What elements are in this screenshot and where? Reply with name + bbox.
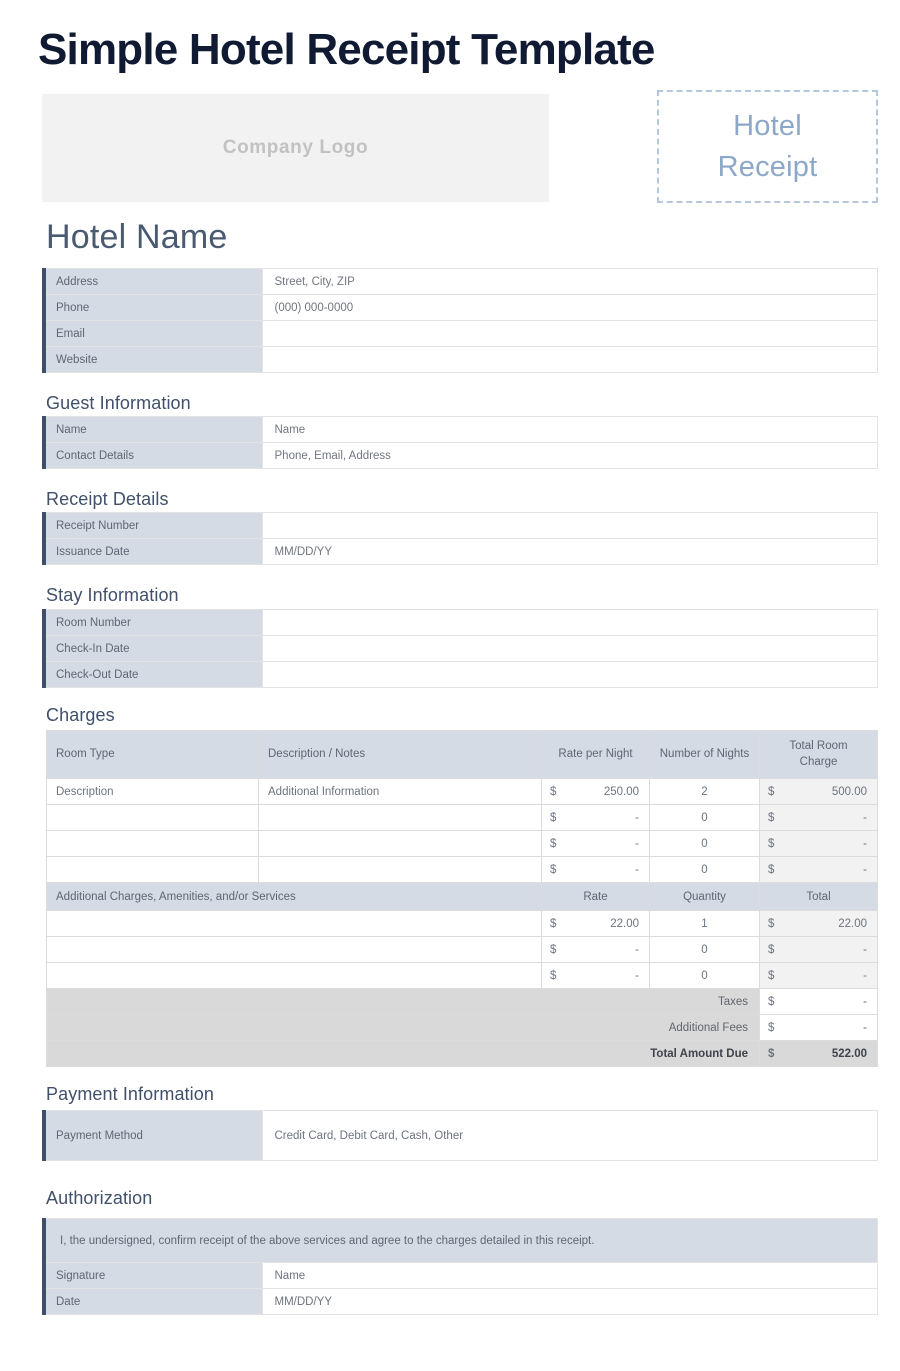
additional-row-qty-2[interactable]: 0 xyxy=(650,963,760,989)
table-row xyxy=(47,963,878,989)
hotel-name: Hotel Name xyxy=(46,218,228,256)
section-heading-guest-information: Guest Information xyxy=(46,393,191,413)
table-row xyxy=(44,610,878,636)
room-row-rate-value-1: - xyxy=(635,811,639,824)
payment-label-method: Payment Method xyxy=(44,1111,262,1161)
room-row-rate-value-0: 250.00 xyxy=(603,785,639,798)
hotel-info-value-address[interactable]: Street, City, ZIP xyxy=(262,269,878,295)
room-row-description-1[interactable] xyxy=(259,805,542,831)
guest-information-table xyxy=(42,416,878,469)
totals-label-additional-fees: Additional Fees xyxy=(47,1015,760,1041)
table-row xyxy=(44,1263,878,1289)
authorization-statement-row xyxy=(44,1219,878,1263)
room-row-total-0 xyxy=(760,779,878,805)
section-heading-receipt-details: Receipt Details xyxy=(46,489,169,509)
table-row xyxy=(44,295,878,321)
table-row xyxy=(44,539,878,565)
stay-value-room-number[interactable] xyxy=(262,610,878,636)
room-row-type-1[interactable] xyxy=(47,805,259,831)
stay-label-check-in-date: Check-In Date xyxy=(44,636,262,662)
additional-row-total-value-1: - xyxy=(863,943,867,956)
room-row-nights-3[interactable]: 0 xyxy=(650,857,760,883)
currency-symbol: $ xyxy=(768,1021,775,1034)
currency-symbol: $ xyxy=(768,837,775,850)
room-row-nights-0[interactable]: 2 xyxy=(650,779,760,805)
section-heading-payment-information: Payment Information xyxy=(46,1084,214,1104)
additional-row-rate-2[interactable] xyxy=(542,963,650,989)
totals-label-total-amount-due: Total Amount Due xyxy=(47,1041,760,1067)
charges-table xyxy=(46,730,878,1067)
room-row-total-1 xyxy=(760,805,878,831)
room-row-rate-value-2: - xyxy=(635,837,639,850)
table-row xyxy=(44,513,878,539)
guest-label-contact-details: Contact Details xyxy=(44,443,262,469)
company-logo-label: Company Logo xyxy=(222,137,369,158)
additional-row-rate-0[interactable] xyxy=(542,911,650,937)
room-row-total-value-2: - xyxy=(863,837,867,850)
room-row-rate-2[interactable] xyxy=(542,831,650,857)
additional-row-desc-0[interactable] xyxy=(47,911,542,937)
currency-symbol: $ xyxy=(768,943,775,956)
stay-label-check-out-date: Check-Out Date xyxy=(44,662,262,688)
currency-symbol: $ xyxy=(550,785,557,798)
charges-header-number-of-nights: Number of Nights xyxy=(650,731,760,779)
currency-symbol: $ xyxy=(768,863,775,876)
table-row xyxy=(47,805,878,831)
totals-amount-additional-fees: - xyxy=(863,1021,867,1034)
table-row xyxy=(44,269,878,295)
currency-symbol: $ xyxy=(768,969,775,982)
receipt-label-issuance-date: Issuance Date xyxy=(44,539,262,565)
room-row-description-3[interactable] xyxy=(259,857,542,883)
company-logo-placeholder[interactable] xyxy=(42,94,549,202)
stay-information-table xyxy=(42,609,878,688)
charges-header-rate-per-night: Rate per Night xyxy=(542,731,650,779)
room-row-rate-value-3: - xyxy=(635,863,639,876)
receipt-label-receipt-number: Receipt Number xyxy=(44,513,262,539)
totals-amount-total-amount-due: 522.00 xyxy=(831,1047,867,1060)
table-row xyxy=(47,779,878,805)
hotel-info-value-phone[interactable]: (000) 000-0000 xyxy=(262,295,878,321)
currency-symbol: $ xyxy=(768,917,775,930)
currency-symbol: $ xyxy=(550,917,557,930)
totals-value-taxes[interactable] xyxy=(760,989,878,1015)
room-row-rate-0[interactable] xyxy=(542,779,650,805)
receipt-details-table xyxy=(42,512,878,565)
table-row xyxy=(44,1289,878,1315)
authorization-statement: I, the undersigned, confirm receipt of the above services and agree to the charges detailed in this receipt. xyxy=(44,1219,878,1263)
section-heading-charges: Charges xyxy=(46,705,115,725)
stay-label-room-number: Room Number xyxy=(44,610,262,636)
guest-value-name[interactable]: Name xyxy=(262,417,878,443)
payment-information-table xyxy=(42,1110,878,1161)
stay-value-check-out-date[interactable] xyxy=(262,662,878,688)
authorization-label-signature: Signature xyxy=(44,1263,262,1289)
totals-row-taxes xyxy=(47,989,878,1015)
currency-symbol: $ xyxy=(550,811,557,824)
room-row-type-0[interactable]: Description xyxy=(47,779,259,805)
authorization-value-signature[interactable]: Name xyxy=(262,1263,878,1289)
additional-charges-header-rate: Rate xyxy=(542,883,650,911)
hotel-info-label-phone: Phone xyxy=(44,295,262,321)
table-row xyxy=(44,1111,878,1161)
room-row-total-3 xyxy=(760,857,878,883)
hotel-info-value-website[interactable] xyxy=(262,347,878,373)
page-title: Simple Hotel Receipt Template xyxy=(38,25,655,74)
room-row-description-0[interactable]: Additional Information xyxy=(259,779,542,805)
header-band xyxy=(42,94,878,204)
room-row-total-value-1: - xyxy=(863,811,867,824)
guest-label-name: Name xyxy=(44,417,262,443)
additional-charges-title: Additional Charges, Amenities, and/or Services xyxy=(47,883,542,911)
hotel-info-table xyxy=(42,268,878,373)
currency-symbol: $ xyxy=(768,785,775,798)
currency-symbol: $ xyxy=(768,811,775,824)
currency-symbol: $ xyxy=(550,863,557,876)
authorization-label-date: Date xyxy=(44,1289,262,1315)
additional-charges-header-total: Total xyxy=(760,883,878,911)
hotel-info-label-address: Address xyxy=(44,269,262,295)
additional-charges-header-row xyxy=(47,883,878,911)
totals-amount-taxes: - xyxy=(863,995,867,1008)
charges-header-room-type: Room Type xyxy=(47,731,259,779)
table-row xyxy=(44,662,878,688)
table-row xyxy=(47,831,878,857)
hotel-receipt-stamp xyxy=(657,90,878,203)
currency-symbol: $ xyxy=(768,1047,775,1060)
additional-row-rate-value-2: - xyxy=(635,969,639,982)
table-row xyxy=(44,321,878,347)
table-row xyxy=(44,417,878,443)
room-row-rate-1[interactable] xyxy=(542,805,650,831)
additional-row-rate-value-1: - xyxy=(635,943,639,956)
charges-header-total-room-charge: Total Room Charge xyxy=(760,731,878,779)
additional-row-total-value-0: 22.00 xyxy=(838,917,867,930)
room-row-type-2[interactable] xyxy=(47,831,259,857)
payment-value-method[interactable]: Credit Card, Debit Card, Cash, Other xyxy=(262,1111,878,1161)
hotel-info-label-website: Website xyxy=(44,347,262,373)
stamp-line-1: Hotel xyxy=(733,110,802,143)
totals-row-additional-fees xyxy=(47,1015,878,1041)
hotel-info-value-email[interactable] xyxy=(262,321,878,347)
authorization-table xyxy=(42,1218,878,1315)
receipt-value-receipt-number[interactable] xyxy=(262,513,878,539)
stamp-line-2: Receipt xyxy=(717,150,818,183)
stay-value-check-in-date[interactable] xyxy=(262,636,878,662)
charges-header-description: Description / Notes xyxy=(259,731,542,779)
additional-row-qty-0[interactable]: 1 xyxy=(650,911,760,937)
table-row xyxy=(47,911,878,937)
additional-row-qty-1[interactable]: 0 xyxy=(650,937,760,963)
room-row-type-3[interactable] xyxy=(47,857,259,883)
room-row-total-value-3: - xyxy=(863,863,867,876)
room-row-total-value-0: 500.00 xyxy=(831,785,867,798)
section-heading-authorization: Authorization xyxy=(46,1188,153,1208)
table-row xyxy=(44,347,878,373)
authorization-value-date[interactable]: MM/DD/YY xyxy=(262,1289,878,1315)
receipt-value-issuance-date[interactable]: MM/DD/YY xyxy=(262,539,878,565)
totals-row-total-amount-due xyxy=(47,1041,878,1067)
room-row-description-2[interactable] xyxy=(259,831,542,857)
charges-header-row xyxy=(47,731,878,779)
additional-row-total-value-2: - xyxy=(863,969,867,982)
room-row-nights-2[interactable]: 0 xyxy=(650,831,760,857)
totals-label-taxes: Taxes xyxy=(47,989,760,1015)
additional-row-rate-value-0: 22.00 xyxy=(610,917,639,930)
additional-row-desc-2[interactable] xyxy=(47,963,542,989)
additional-row-desc-1[interactable] xyxy=(47,937,542,963)
section-heading-stay-information: Stay Information xyxy=(46,585,179,605)
additional-charges-header-quantity: Quantity xyxy=(650,883,760,911)
table-row xyxy=(47,937,878,963)
guest-value-contact-details[interactable]: Phone, Email, Address xyxy=(262,443,878,469)
currency-symbol: $ xyxy=(550,943,557,956)
totals-value-total-amount-due xyxy=(760,1041,878,1067)
room-row-rate-3[interactable] xyxy=(542,857,650,883)
table-row xyxy=(44,443,878,469)
additional-row-total-0 xyxy=(760,911,878,937)
currency-symbol: $ xyxy=(768,995,775,1008)
currency-symbol: $ xyxy=(550,837,557,850)
table-row xyxy=(44,636,878,662)
additional-row-total-1 xyxy=(760,937,878,963)
hotel-info-label-email: Email xyxy=(44,321,262,347)
additional-row-total-2 xyxy=(760,963,878,989)
room-row-total-2 xyxy=(760,831,878,857)
currency-symbol: $ xyxy=(550,969,557,982)
room-row-nights-1[interactable]: 0 xyxy=(650,805,760,831)
totals-value-additional-fees[interactable] xyxy=(760,1015,878,1041)
additional-row-rate-1[interactable] xyxy=(542,937,650,963)
table-row xyxy=(47,857,878,883)
